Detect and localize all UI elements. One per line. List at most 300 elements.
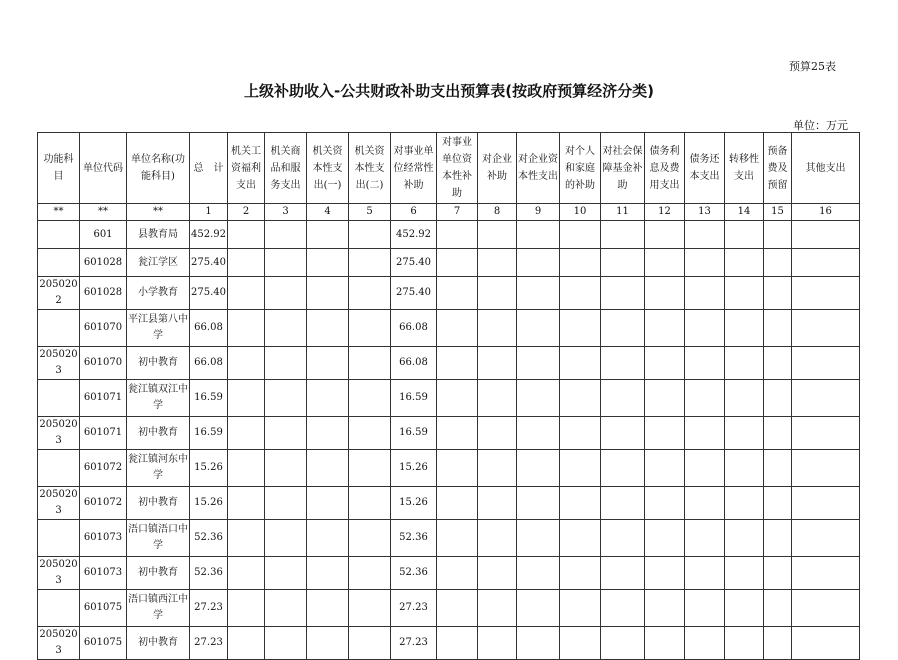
empty-cell	[437, 221, 478, 249]
column-index: 1	[190, 204, 228, 221]
empty-cell	[228, 417, 265, 450]
empty-cell	[478, 380, 517, 417]
empty-cell	[792, 520, 860, 557]
empty-cell	[601, 627, 645, 660]
column-index: 14	[725, 204, 764, 221]
document-title: 上级补助收入-公共财政补助支出预算表(按政府预算经济分类)	[244, 82, 654, 100]
column-header: 机关商品和服务支出	[265, 133, 307, 204]
empty-cell	[349, 417, 391, 450]
column-index: 9	[517, 204, 560, 221]
empty-cell	[478, 557, 517, 590]
unit-code-cell: 601075	[80, 627, 127, 660]
function-code-cell	[38, 380, 80, 417]
unit-code-cell: 601072	[80, 487, 127, 520]
empty-cell	[349, 221, 391, 249]
empty-cell	[725, 557, 764, 590]
empty-cell	[645, 557, 685, 590]
empty-cell	[764, 450, 792, 487]
function-code-cell: 2050203	[38, 627, 80, 660]
empty-cell	[601, 249, 645, 277]
column-header: 对社会保障基金补助	[601, 133, 645, 204]
empty-cell	[601, 277, 645, 310]
empty-cell	[645, 277, 685, 310]
empty-cell	[685, 277, 725, 310]
empty-cell	[645, 380, 685, 417]
column-header: 对事业单位资本性补助	[437, 133, 478, 204]
empty-cell	[560, 627, 601, 660]
empty-cell	[228, 520, 265, 557]
empty-cell	[764, 347, 792, 380]
column-index: 3	[265, 204, 307, 221]
empty-cell	[792, 417, 860, 450]
column-index: **	[80, 204, 127, 221]
empty-cell	[792, 487, 860, 520]
empty-cell	[478, 221, 517, 249]
empty-cell	[560, 221, 601, 249]
column-header: 预备费及预留	[764, 133, 792, 204]
empty-cell	[349, 487, 391, 520]
empty-cell	[478, 590, 517, 627]
empty-cell	[764, 627, 792, 660]
unit-name-cell: 小学教育	[127, 277, 190, 310]
empty-cell	[601, 520, 645, 557]
empty-cell	[265, 590, 307, 627]
empty-cell	[228, 249, 265, 277]
empty-cell	[560, 249, 601, 277]
empty-cell	[265, 520, 307, 557]
empty-cell	[645, 417, 685, 450]
empty-cell	[645, 450, 685, 487]
table-row	[38, 310, 860, 347]
column-index: 6	[391, 204, 437, 221]
function-code-cell	[38, 249, 80, 277]
institution-subsidy-cell: 16.59	[391, 380, 437, 417]
empty-cell	[560, 417, 601, 450]
empty-cell	[307, 380, 349, 417]
empty-cell	[265, 487, 307, 520]
unit-name-cell: 初中教育	[127, 487, 190, 520]
empty-cell	[478, 347, 517, 380]
table-row	[38, 347, 860, 380]
empty-cell	[725, 380, 764, 417]
empty-cell	[228, 557, 265, 590]
total-cell: 66.08	[190, 310, 228, 347]
empty-cell	[560, 380, 601, 417]
total-cell: 27.23	[190, 590, 228, 627]
empty-cell	[478, 277, 517, 310]
empty-cell	[349, 520, 391, 557]
column-header: 功能科目	[38, 133, 80, 204]
empty-cell	[517, 380, 560, 417]
column-header: 单位名称(功能科目)	[127, 133, 190, 204]
total-cell: 52.36	[190, 557, 228, 590]
empty-cell	[307, 310, 349, 347]
empty-cell	[764, 310, 792, 347]
empty-cell	[228, 380, 265, 417]
table-row	[38, 557, 860, 590]
index-row	[38, 204, 860, 221]
empty-cell	[437, 520, 478, 557]
empty-cell	[478, 487, 517, 520]
unit-name-cell: 瓮江镇河东中学	[127, 450, 190, 487]
empty-cell	[685, 520, 725, 557]
unit-name-cell: 初中教育	[127, 557, 190, 590]
empty-cell	[685, 557, 725, 590]
column-header: 机关资本性支出(二)	[349, 133, 391, 204]
empty-cell	[437, 310, 478, 347]
unit-name-cell: 浯口镇西江中学	[127, 590, 190, 627]
empty-cell	[307, 450, 349, 487]
unit-code-cell: 601071	[80, 417, 127, 450]
empty-cell	[437, 450, 478, 487]
unit-name-cell: 初中教育	[127, 347, 190, 380]
empty-cell	[560, 450, 601, 487]
institution-subsidy-cell: 15.26	[391, 450, 437, 487]
empty-cell	[517, 487, 560, 520]
header-row	[38, 133, 860, 204]
empty-cell	[478, 249, 517, 277]
empty-cell	[228, 277, 265, 310]
total-cell: 66.08	[190, 347, 228, 380]
table-row	[38, 417, 860, 450]
column-index: **	[38, 204, 80, 221]
empty-cell	[349, 249, 391, 277]
unit-code-cell: 601073	[80, 557, 127, 590]
unit-name-cell: 县教育局	[127, 221, 190, 249]
empty-cell	[265, 450, 307, 487]
empty-cell	[645, 221, 685, 249]
empty-cell	[228, 590, 265, 627]
empty-cell	[560, 347, 601, 380]
institution-subsidy-cell: 275.40	[391, 249, 437, 277]
unit-name-cell: 初中教育	[127, 627, 190, 660]
empty-cell	[517, 557, 560, 590]
table-row	[38, 380, 860, 417]
function-code-cell	[38, 590, 80, 627]
empty-cell	[685, 380, 725, 417]
column-header: 单位代码	[80, 133, 127, 204]
empty-cell	[228, 627, 265, 660]
empty-cell	[685, 627, 725, 660]
empty-cell	[764, 417, 792, 450]
empty-cell	[517, 221, 560, 249]
total-cell: 15.26	[190, 487, 228, 520]
table-row	[38, 277, 860, 310]
empty-cell	[437, 590, 478, 627]
empty-cell	[265, 277, 307, 310]
total-cell: 52.36	[190, 520, 228, 557]
column-header: 对个人和家庭的补助	[560, 133, 601, 204]
empty-cell	[437, 380, 478, 417]
column-index: 7	[437, 204, 478, 221]
empty-cell	[725, 590, 764, 627]
unit-code-cell: 601073	[80, 520, 127, 557]
unit-code-cell: 601	[80, 221, 127, 249]
function-code-cell	[38, 310, 80, 347]
empty-cell	[764, 487, 792, 520]
empty-cell	[764, 557, 792, 590]
institution-subsidy-cell: 27.23	[391, 590, 437, 627]
empty-cell	[517, 310, 560, 347]
empty-cell	[792, 590, 860, 627]
empty-cell	[792, 627, 860, 660]
empty-cell	[517, 590, 560, 627]
unit-code-cell: 601070	[80, 310, 127, 347]
empty-cell	[645, 627, 685, 660]
unit-name-cell: 瓮江镇双江中学	[127, 380, 190, 417]
unit-code-cell: 601075	[80, 590, 127, 627]
empty-cell	[601, 380, 645, 417]
column-index: 16	[792, 204, 860, 221]
empty-cell	[645, 487, 685, 520]
column-index: 15	[764, 204, 792, 221]
empty-cell	[685, 450, 725, 487]
unit-code-cell: 601072	[80, 450, 127, 487]
empty-cell	[601, 347, 645, 380]
column-header: 对企业补助	[478, 133, 517, 204]
column-index: 5	[349, 204, 391, 221]
empty-cell	[725, 520, 764, 557]
unit-name-cell: 浯口镇浯口中学	[127, 520, 190, 557]
empty-cell	[265, 249, 307, 277]
empty-cell	[725, 450, 764, 487]
empty-cell	[307, 487, 349, 520]
institution-subsidy-cell: 275.40	[391, 277, 437, 310]
function-code-cell: 2050203	[38, 417, 80, 450]
empty-cell	[349, 347, 391, 380]
empty-cell	[349, 380, 391, 417]
empty-cell	[645, 520, 685, 557]
empty-cell	[560, 277, 601, 310]
empty-cell	[685, 310, 725, 347]
column-index: 12	[645, 204, 685, 221]
empty-cell	[265, 417, 307, 450]
empty-cell	[517, 520, 560, 557]
institution-subsidy-cell: 15.26	[391, 487, 437, 520]
unit-name-cell: 瓮江学区	[127, 249, 190, 277]
function-code-cell: 2050203	[38, 557, 80, 590]
empty-cell	[228, 347, 265, 380]
empty-cell	[265, 557, 307, 590]
empty-cell	[478, 627, 517, 660]
empty-cell	[685, 347, 725, 380]
empty-cell	[517, 347, 560, 380]
column-index: 13	[685, 204, 725, 221]
column-header: 债务还本支出	[685, 133, 725, 204]
empty-cell	[560, 487, 601, 520]
empty-cell	[685, 417, 725, 450]
empty-cell	[725, 277, 764, 310]
column-index: 8	[478, 204, 517, 221]
empty-cell	[725, 487, 764, 520]
column-header: 债务利息及费用支出	[645, 133, 685, 204]
empty-cell	[307, 590, 349, 627]
empty-cell	[601, 557, 645, 590]
empty-cell	[349, 277, 391, 310]
empty-cell	[725, 249, 764, 277]
empty-cell	[228, 310, 265, 347]
empty-cell	[764, 277, 792, 310]
empty-cell	[265, 380, 307, 417]
empty-cell	[725, 347, 764, 380]
empty-cell	[307, 221, 349, 249]
empty-cell	[764, 590, 792, 627]
empty-cell	[517, 417, 560, 450]
column-index: 4	[307, 204, 349, 221]
empty-cell	[725, 627, 764, 660]
column-header: 对事业单位经常性补助	[391, 133, 437, 204]
function-code-cell: 2050203	[38, 487, 80, 520]
empty-cell	[601, 450, 645, 487]
institution-subsidy-cell: 16.59	[391, 417, 437, 450]
column-header: 机关资本性支出(一)	[307, 133, 349, 204]
empty-cell	[725, 417, 764, 450]
empty-cell	[792, 380, 860, 417]
column-index: 11	[601, 204, 645, 221]
total-cell: 16.59	[190, 417, 228, 450]
function-code-cell	[38, 221, 80, 249]
empty-cell	[437, 627, 478, 660]
empty-cell	[517, 450, 560, 487]
function-code-cell: 2050203	[38, 347, 80, 380]
empty-cell	[265, 347, 307, 380]
empty-cell	[307, 249, 349, 277]
empty-cell	[764, 520, 792, 557]
empty-cell	[792, 277, 860, 310]
empty-cell	[792, 249, 860, 277]
empty-cell	[792, 310, 860, 347]
institution-subsidy-cell: 66.08	[391, 347, 437, 380]
function-code-cell	[38, 450, 80, 487]
unit-code-cell: 601070	[80, 347, 127, 380]
empty-cell	[349, 310, 391, 347]
empty-cell	[792, 557, 860, 590]
empty-cell	[792, 450, 860, 487]
total-cell: 275.40	[190, 277, 228, 310]
column-header: 其他支出	[792, 133, 860, 204]
empty-cell	[478, 417, 517, 450]
empty-cell	[560, 590, 601, 627]
empty-cell	[478, 310, 517, 347]
total-cell: 27.23	[190, 627, 228, 660]
empty-cell	[478, 520, 517, 557]
empty-cell	[349, 627, 391, 660]
empty-cell	[645, 590, 685, 627]
table-row	[38, 590, 860, 627]
empty-cell	[764, 249, 792, 277]
empty-cell	[601, 487, 645, 520]
empty-cell	[437, 347, 478, 380]
empty-cell	[517, 277, 560, 310]
empty-cell	[307, 277, 349, 310]
total-cell: 452.92	[190, 221, 228, 249]
column-index: 10	[560, 204, 601, 221]
empty-cell	[307, 347, 349, 380]
empty-cell	[792, 221, 860, 249]
unit-label: 单位：万元	[793, 119, 848, 132]
unit-code-cell: 601028	[80, 249, 127, 277]
empty-cell	[725, 221, 764, 249]
empty-cell	[307, 417, 349, 450]
column-index: **	[127, 204, 190, 221]
table-number: 预算25表	[789, 60, 836, 73]
institution-subsidy-cell: 452.92	[391, 221, 437, 249]
empty-cell	[645, 347, 685, 380]
column-header: 总 计	[190, 133, 228, 204]
total-cell: 275.40	[190, 249, 228, 277]
empty-cell	[601, 417, 645, 450]
budget-table	[37, 132, 860, 660]
empty-cell	[437, 417, 478, 450]
empty-cell	[517, 249, 560, 277]
institution-subsidy-cell: 66.08	[391, 310, 437, 347]
empty-cell	[228, 450, 265, 487]
empty-cell	[601, 590, 645, 627]
empty-cell	[560, 557, 601, 590]
empty-cell	[307, 627, 349, 660]
column-header: 转移性支出	[725, 133, 764, 204]
table-row	[38, 221, 860, 249]
empty-cell	[517, 627, 560, 660]
table-row	[38, 520, 860, 557]
empty-cell	[601, 310, 645, 347]
empty-cell	[228, 487, 265, 520]
empty-cell	[685, 221, 725, 249]
column-index: 2	[228, 204, 265, 221]
empty-cell	[478, 450, 517, 487]
empty-cell	[437, 487, 478, 520]
total-cell: 15.26	[190, 450, 228, 487]
empty-cell	[265, 221, 307, 249]
empty-cell	[349, 450, 391, 487]
function-code-cell: 2050202	[38, 277, 80, 310]
empty-cell	[645, 310, 685, 347]
function-code-cell	[38, 520, 80, 557]
empty-cell	[307, 557, 349, 590]
empty-cell	[764, 221, 792, 249]
column-header: 对企业资本性支出	[517, 133, 560, 204]
empty-cell	[725, 310, 764, 347]
unit-code-cell: 601071	[80, 380, 127, 417]
empty-cell	[685, 487, 725, 520]
empty-cell	[792, 347, 860, 380]
empty-cell	[560, 520, 601, 557]
empty-cell	[601, 221, 645, 249]
institution-subsidy-cell: 52.36	[391, 520, 437, 557]
empty-cell	[764, 380, 792, 417]
empty-cell	[560, 310, 601, 347]
empty-cell	[685, 590, 725, 627]
table-row	[38, 249, 860, 277]
empty-cell	[437, 557, 478, 590]
column-header: 机关工资福利支出	[228, 133, 265, 204]
table-row	[38, 450, 860, 487]
empty-cell	[437, 277, 478, 310]
empty-cell	[349, 590, 391, 627]
empty-cell	[685, 249, 725, 277]
unit-code-cell: 601028	[80, 277, 127, 310]
empty-cell	[265, 627, 307, 660]
empty-cell	[645, 249, 685, 277]
empty-cell	[307, 520, 349, 557]
empty-cell	[228, 221, 265, 249]
empty-cell	[437, 249, 478, 277]
institution-subsidy-cell: 52.36	[391, 557, 437, 590]
total-cell: 16.59	[190, 380, 228, 417]
table-row	[38, 487, 860, 520]
table-row	[38, 627, 860, 660]
institution-subsidy-cell: 27.23	[391, 627, 437, 660]
